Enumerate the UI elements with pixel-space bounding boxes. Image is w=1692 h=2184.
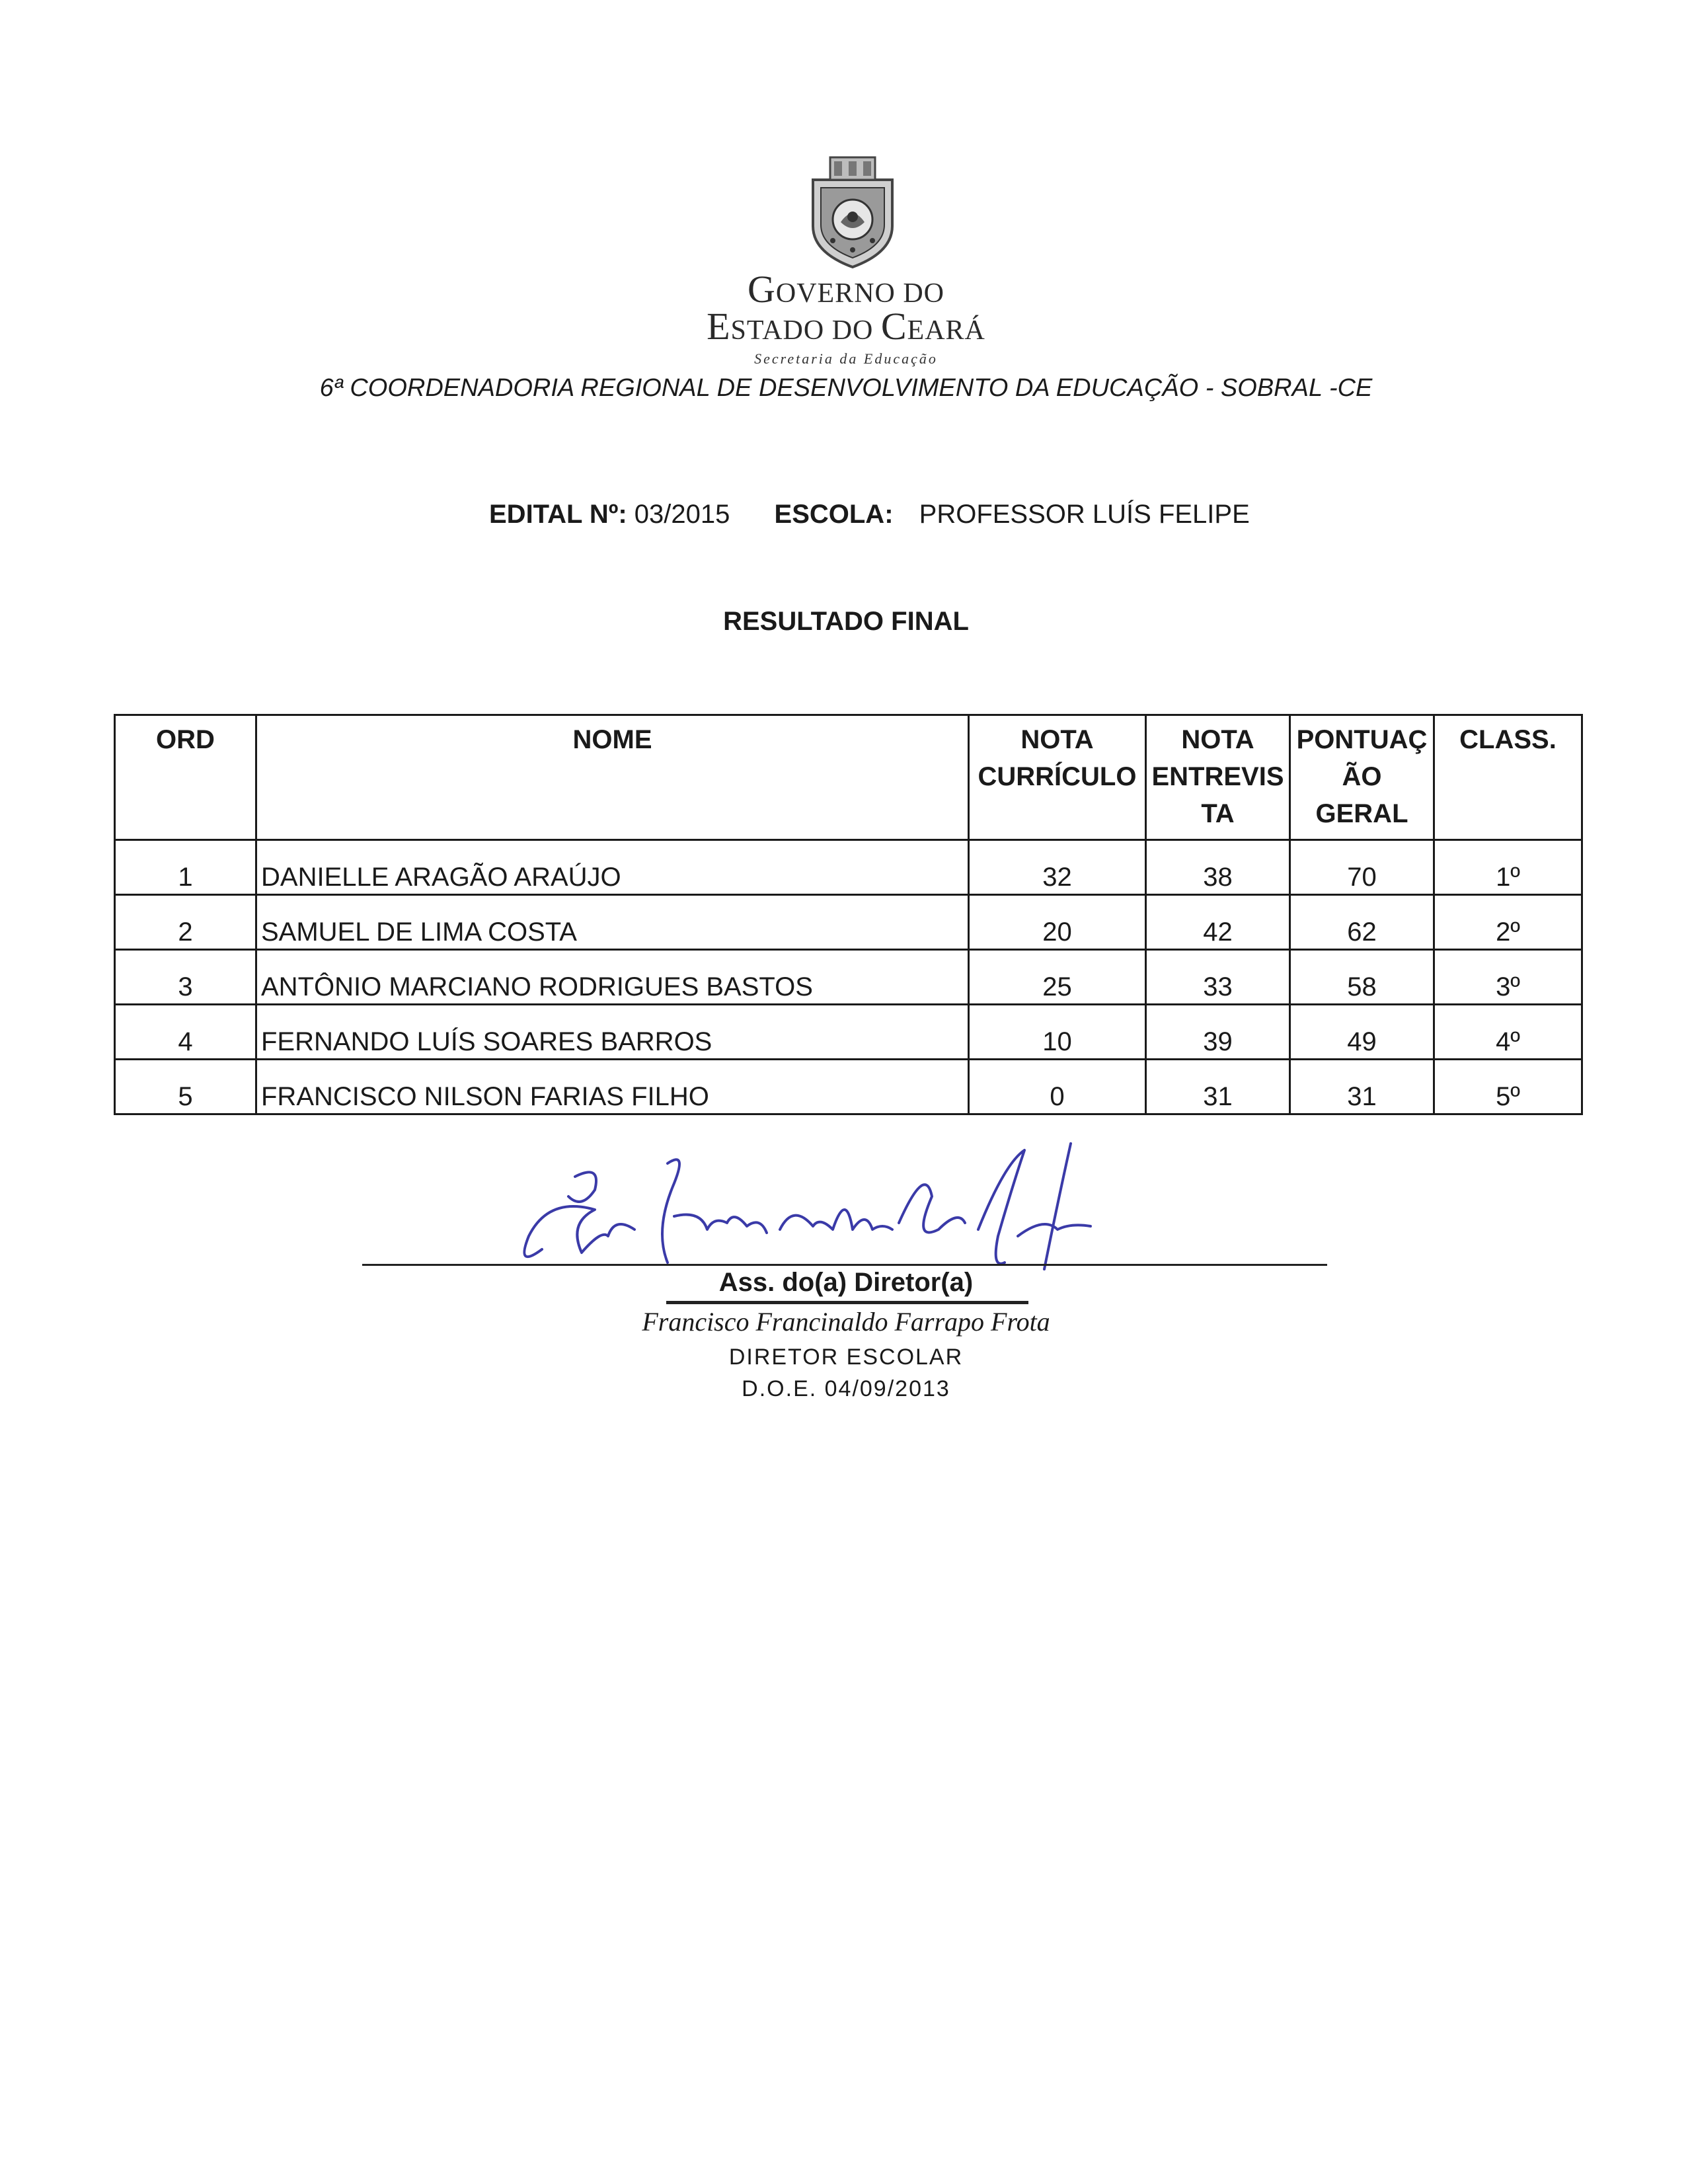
header-nota-curriculo [969, 715, 1146, 840]
table-row [115, 950, 1582, 1005]
cell-nome: ANTÔNIO MARCIANO RODRIGUES BASTOS [256, 950, 969, 1005]
cell-entrevista: 33 [1146, 950, 1290, 1005]
cell-geral: 70 [1290, 840, 1434, 895]
gov-text: STADO DO [730, 315, 881, 346]
document-title: RESULTADO FINAL [723, 607, 969, 636]
header-line: PONTUAÇ [1296, 725, 1428, 754]
cell-ord: 1 [115, 840, 256, 895]
header-class: CLASS. [1434, 715, 1582, 840]
cell-curriculo: 0 [969, 1060, 1146, 1114]
coordenadoria-heading: 6ª COORDENADORIA REGIONAL DE DESENVOLVIMENTO DA EDUCAÇÃO - SOBRAL -CE [319, 374, 1373, 402]
cell-curriculo: 20 [969, 895, 1146, 950]
cell-curriculo: 32 [969, 840, 1146, 895]
cell-ord: 2 [115, 895, 256, 950]
cell-curriculo: 25 [969, 950, 1146, 1005]
cell-entrevista: 31 [1146, 1060, 1290, 1114]
cell-geral: 62 [1290, 895, 1434, 950]
cell-entrevista: 38 [1146, 840, 1290, 895]
state-crest-icon [800, 153, 905, 271]
handwritten-signature [502, 1137, 1124, 1282]
signature-label-underline [666, 1301, 1028, 1304]
cell-geral: 31 [1290, 1060, 1434, 1114]
cell-ord: 5 [115, 1060, 256, 1114]
cell-class: 5º [1434, 1060, 1582, 1114]
gov-letter: G [747, 268, 776, 311]
cell-geral: 49 [1290, 1005, 1434, 1060]
header-line: NOTA [1020, 725, 1094, 754]
signature-strokes [524, 1144, 1091, 1269]
header-ord: ORD [115, 715, 256, 840]
gov-letter: C [880, 305, 907, 348]
results-table [114, 714, 1583, 1115]
table-row [115, 1060, 1582, 1114]
table-row [115, 1005, 1582, 1060]
edital-number: 03/2015 [634, 500, 730, 529]
cell-class: 2º [1434, 895, 1582, 950]
director-role: DIRETOR ESCOLAR [728, 1345, 964, 1370]
edital-label: EDITAL Nº: [489, 500, 627, 529]
cell-nome: SAMUEL DE LIMA COSTA [256, 895, 969, 950]
cell-nome: FERNANDO LUÍS SOARES BARROS [256, 1005, 969, 1060]
secretaria-subtitle: Secretaria da Educação [754, 350, 938, 367]
cell-geral: 58 [1290, 950, 1434, 1005]
signature-line [362, 1264, 1327, 1266]
table-row [115, 895, 1582, 950]
header-line: CURRÍCULO [978, 762, 1137, 791]
header-line: TA [1201, 799, 1235, 828]
cell-class: 3º [1434, 950, 1582, 1005]
escola-name: PROFESSOR LUÍS FELIPE [919, 500, 1250, 529]
header-line: GERAL [1315, 799, 1408, 828]
header-nota-entrevista [1146, 715, 1290, 840]
cell-entrevista: 39 [1146, 1005, 1290, 1060]
header-pontuacao-geral [1290, 715, 1434, 840]
cell-ord: 3 [115, 950, 256, 1005]
edital-line [489, 500, 1250, 529]
header-line: NOTA [1181, 725, 1254, 754]
gov-letter: E [707, 305, 731, 348]
cell-curriculo: 10 [969, 1005, 1146, 1060]
header-nome: NOME [256, 715, 969, 840]
cell-class: 1º [1434, 840, 1582, 895]
gov-text: OVERNO DO [775, 278, 945, 309]
cell-nome: FRANCISCO NILSON FARIAS FILHO [256, 1060, 969, 1114]
cell-class: 4º [1434, 1005, 1582, 1060]
government-title-line2 [0, 304, 1692, 348]
escola-label: ESCOLA: [774, 500, 894, 529]
table-header-row [115, 715, 1582, 840]
cell-nome: DANIELLE ARAGÃO ARAÚJO [256, 840, 969, 895]
cell-ord: 4 [115, 1005, 256, 1060]
doe-date: D.O.E. 04/09/2013 [742, 1376, 950, 1401]
gov-text: EARÁ [907, 315, 985, 346]
director-name: Francisco Francinaldo Farrapo Frota [642, 1307, 1050, 1337]
table-row [115, 840, 1582, 895]
header-line: ÃO [1342, 762, 1382, 791]
cell-entrevista: 42 [1146, 895, 1290, 950]
signature-label: Ass. do(a) Diretor(a) [718, 1268, 974, 1297]
header-line: ENTREVIS [1151, 762, 1284, 791]
